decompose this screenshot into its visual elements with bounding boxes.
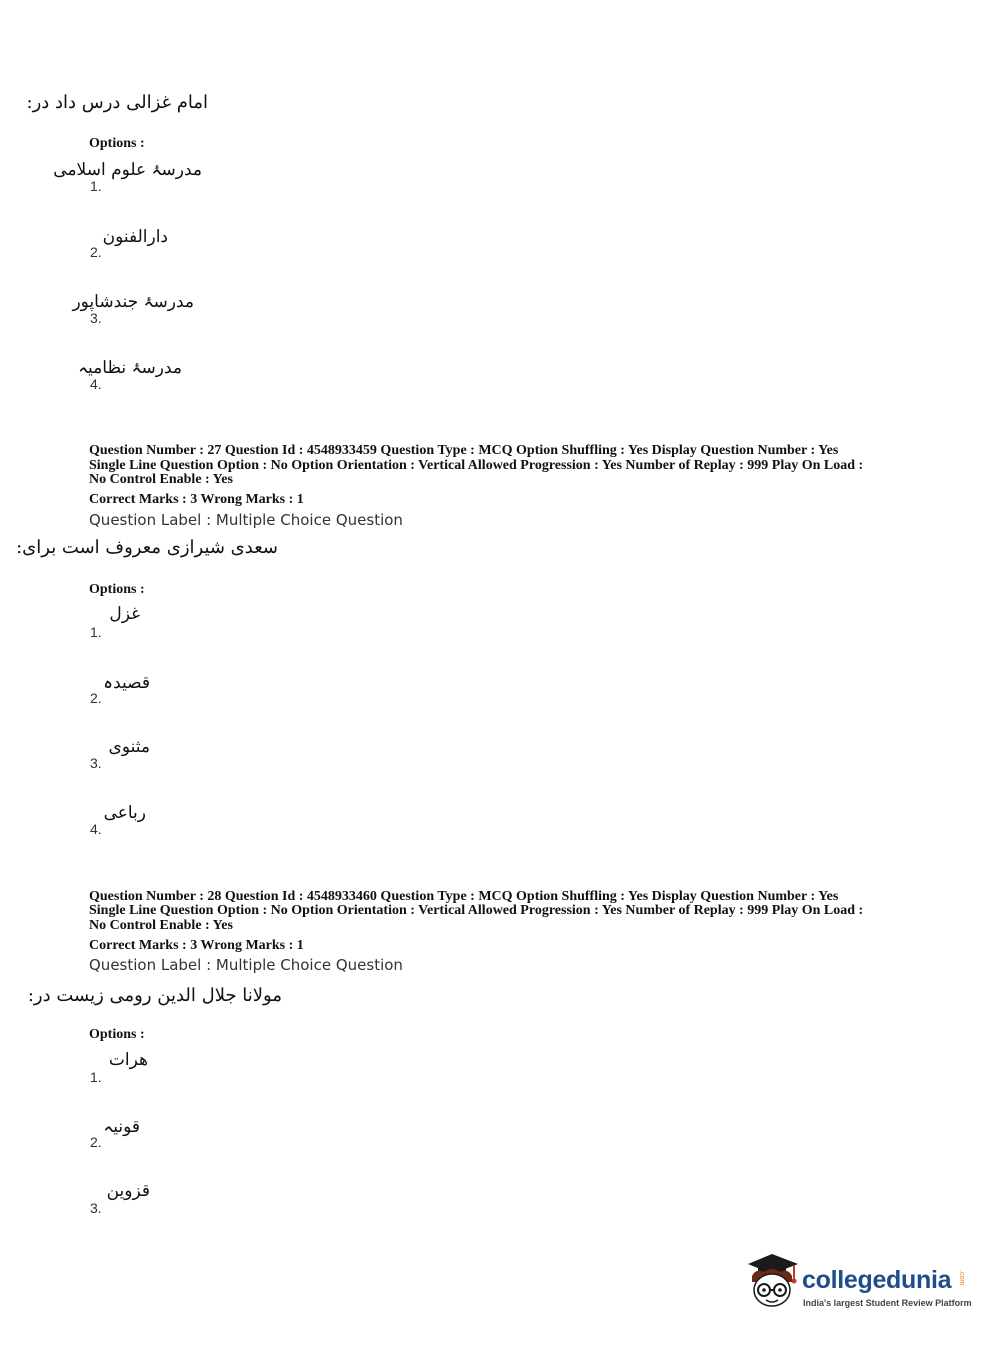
q28-question-label: Question Label : Multiple Choice Question bbox=[89, 956, 403, 974]
collegedunia-logo[interactable] bbox=[742, 1250, 972, 1320]
q28-option-1-text: هرات bbox=[108, 1050, 148, 1070]
q28-option-3-number: 3. bbox=[90, 1200, 102, 1216]
prev-option-1-number: 1. bbox=[90, 178, 102, 194]
q28-meta-line-1: Question Number : 28 Question Id : 4548933460 Question Type : MCQ Option Shuffling : Yes Display Question Number : Yes bbox=[89, 889, 839, 904]
q28-options-heading: Options : bbox=[89, 1027, 145, 1042]
q27-question-label: Question Label : Multiple Choice Question bbox=[89, 511, 403, 529]
q28-meta-line-2: Single Line Question Option : No Option Orientation : Vertical Allowed Progression : Yes Number of Replay : 999 Play On Load : bbox=[89, 903, 864, 918]
q28-option-2-number: 2. bbox=[90, 1134, 102, 1150]
brand-dotcom: .com bbox=[958, 1270, 965, 1286]
q28-option-3-text: قزوین bbox=[106, 1181, 150, 1201]
q27-meta-line-2: Single Line Question Option : No Option Orientation : Vertical Allowed Progression : Yes Number of Replay : 999 Play On Load : bbox=[89, 458, 864, 473]
q27-option-1-number: 1. bbox=[90, 624, 102, 640]
q27-question-text: سعدی شیرازی معروف است برای: bbox=[16, 537, 278, 558]
prev-option-2-number: 2. bbox=[90, 244, 102, 260]
brand-tagline: India's largest Student Review Platform bbox=[803, 1298, 972, 1308]
prev-option-4-number: 4. bbox=[90, 376, 102, 392]
q27-option-4-number: 4. bbox=[90, 821, 102, 837]
prev-option-3-text: مدرسۂ جندشاپور bbox=[72, 292, 194, 312]
q27-option-4-text: رباعی bbox=[103, 803, 146, 823]
q27-option-2-text: قصیدہ bbox=[103, 673, 150, 693]
q27-meta-line-3: No Control Enable : Yes bbox=[89, 472, 233, 487]
prev-option-1-text: مدرسۂ علوم اسلامی bbox=[53, 160, 202, 180]
prev-options-heading: Options : bbox=[89, 136, 145, 151]
prev-option-3-number: 3. bbox=[90, 310, 102, 326]
q27-meta-line-1: Question Number : 27 Question Id : 4548933459 Question Type : MCQ Option Shuffling : Yes Display Question Number : Yes bbox=[89, 443, 839, 458]
brand-name: collegedunia bbox=[802, 1266, 952, 1294]
mascot-icon bbox=[742, 1250, 802, 1312]
q28-option-1-number: 1. bbox=[90, 1069, 102, 1085]
q28-option-2-text: قونیہ bbox=[103, 1117, 140, 1137]
q27-option-3-text: مثنوی bbox=[108, 737, 150, 757]
q28-meta-line-3: No Control Enable : Yes bbox=[89, 918, 233, 933]
q27-options-heading: Options : bbox=[89, 582, 145, 597]
q27-marks: Correct Marks : 3 Wrong Marks : 1 bbox=[89, 492, 304, 507]
prev-option-4-text: مدرسۂ نظامیہ bbox=[78, 358, 182, 378]
q27-option-2-number: 2. bbox=[90, 690, 102, 706]
q28-question-text: مولانا جلال الدین رومی زیست در: bbox=[27, 985, 282, 1006]
prev-option-2-text: دارالفنون bbox=[102, 227, 168, 247]
q27-option-3-number: 3. bbox=[90, 755, 102, 771]
prev-question-text: امام غزالی درس داد در: bbox=[26, 92, 208, 113]
q27-option-1-text: غزل bbox=[109, 604, 140, 624]
q28-marks: Correct Marks : 3 Wrong Marks : 1 bbox=[89, 938, 304, 953]
